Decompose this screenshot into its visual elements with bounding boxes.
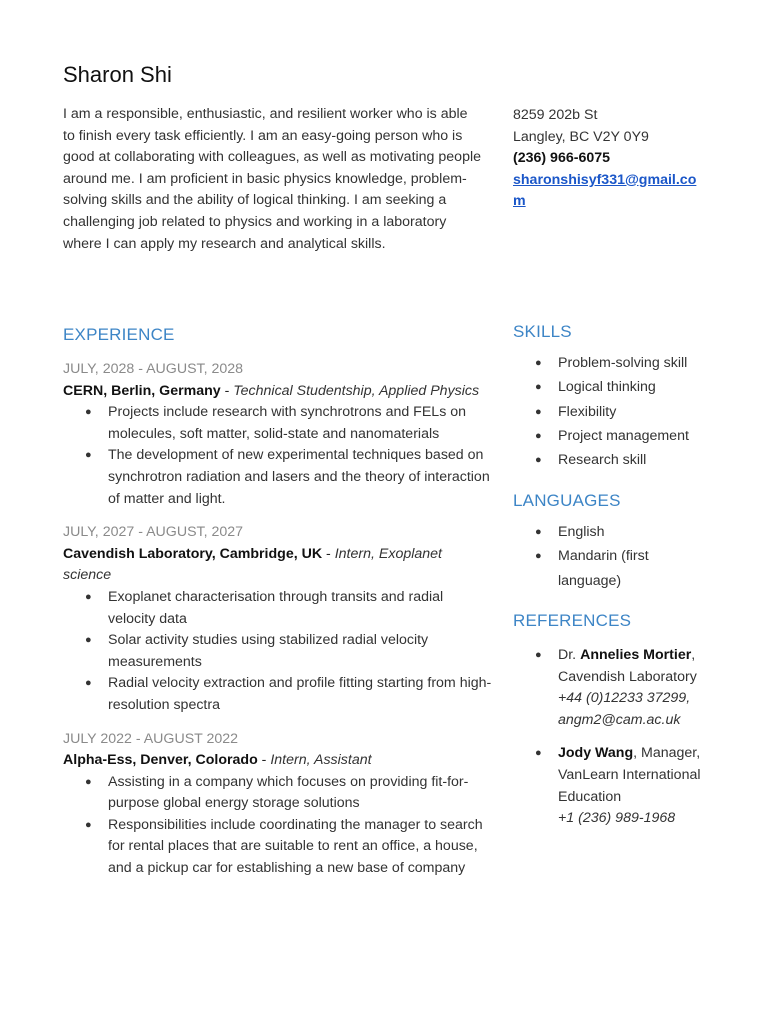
email-link[interactable]: sharonshisyf331@gmail.com bbox=[513, 171, 697, 210]
address-line-1: 8259 202b St bbox=[513, 107, 598, 123]
job-entry bbox=[63, 359, 493, 510]
job-separator: - bbox=[322, 545, 335, 562]
job-organization: Cavendish Laboratory, Cambridge, UK bbox=[63, 545, 323, 562]
job-bullet: ● Projects include research with synchrotrons and FELs on molecules, soft matter, solid-state and nanomaterials bbox=[63, 402, 493, 445]
references-list bbox=[513, 645, 713, 830]
job-bullet: ● The development of new experimental techniques based on synchrotron radiation and lasers and the theory of interaction of matter and light. bbox=[63, 445, 493, 510]
reference-item bbox=[513, 645, 713, 731]
reference-prefix: Dr. bbox=[558, 647, 581, 663]
reference-affiliation: , Manager, VanLearn International Education bbox=[558, 745, 701, 805]
skill-item: ● Research skill bbox=[513, 448, 713, 472]
language-item: ● English bbox=[513, 520, 713, 544]
job-bullet: ● Exoplanet characterisation through transits and radial velocity data bbox=[63, 587, 493, 630]
job-org-line bbox=[63, 750, 493, 772]
reference-contact: +1 (236) 989-1968 bbox=[558, 810, 676, 827]
skill-item: ● Flexibility bbox=[513, 400, 713, 424]
languages-list bbox=[513, 520, 713, 593]
reference-contact: +44 (0)12233 37299, angm2@cam.ac.uk bbox=[558, 690, 691, 728]
job-separator: - bbox=[220, 382, 234, 399]
job-org-line bbox=[63, 544, 493, 587]
job-role: Intern, Assistant bbox=[270, 752, 372, 769]
job-bullets bbox=[63, 772, 493, 880]
skill-item: ● Logical thinking bbox=[513, 375, 713, 399]
address-line-2: Langley, BC V2Y 0Y9 bbox=[513, 128, 649, 145]
job-organization: CERN, Berlin, Germany bbox=[63, 382, 221, 399]
languages-section bbox=[513, 491, 713, 593]
job-role: Intern, Exoplanet science bbox=[63, 545, 442, 584]
job-bullets bbox=[63, 402, 493, 510]
job-entry bbox=[63, 522, 493, 716]
job-bullet: ● Solar activity studies using stabilized radial velocity measurements bbox=[63, 630, 493, 673]
job-date: JULY 2022 - AUGUST 2022 bbox=[63, 730, 239, 747]
candidate-name: Sharon Shi bbox=[63, 62, 172, 87]
reference-name: Jody Wang bbox=[558, 745, 634, 762]
references-section bbox=[513, 611, 713, 830]
language-item: ● Mandarin (first language) bbox=[513, 544, 713, 593]
contact-block bbox=[513, 105, 703, 213]
profile-summary: I am a responsible, enthusiastic, and resilient worker who is able to finish every task efficiently. I am an easy-going person who is good at collaborating with colleagues, as well as motivating people around me. I am proficient in basic physics knowledge, problem-solving skills and the ability of logical thinking. I am seeking a challenging job related to physics and working in a laboratory where I can apply my research and analytical skills. bbox=[63, 106, 481, 252]
job-entry bbox=[63, 729, 493, 880]
job-org-line bbox=[63, 381, 493, 403]
job-bullets bbox=[63, 587, 493, 717]
phone-number: (236) 966-6075 bbox=[513, 150, 611, 167]
languages-heading: LANGUAGES bbox=[513, 491, 621, 510]
reference-name: Annelies Mortier bbox=[580, 647, 692, 663]
skills-section bbox=[513, 322, 713, 472]
skill-item: ● Problem-solving skill bbox=[513, 351, 713, 375]
job-date: JULY, 2027 - AUGUST, 2027 bbox=[63, 524, 244, 541]
skill-item: ● Project management bbox=[513, 424, 713, 448]
job-bullet: ● Radial velocity extraction and profile fitting starting from high-resolution spectra bbox=[63, 673, 493, 716]
job-organization: Alpha-Ess, Denver, Colorado bbox=[63, 752, 258, 769]
experience-heading: EXPERIENCE bbox=[63, 325, 175, 344]
references-heading: REFERENCES bbox=[513, 611, 632, 630]
skills-list bbox=[513, 351, 713, 472]
job-separator: - bbox=[257, 752, 271, 769]
job-bullet: ● Responsibilities include coordinating the manager to search for rental places that are suitable to rent an office, a house, and a pickup car for establishing a new base of company bbox=[63, 815, 493, 880]
skills-heading: SKILLS bbox=[513, 322, 572, 341]
job-bullet: ● Assisting in a company which focuses on providing fit-for-purpose global energy storage solutions bbox=[63, 772, 493, 815]
job-date: JULY, 2028 - AUGUST, 2028 bbox=[63, 361, 244, 377]
job-role: Technical Studentship, Applied Physics bbox=[233, 382, 480, 399]
reference-affiliation: , Cavendish Laboratory bbox=[558, 647, 697, 685]
experience-section bbox=[63, 325, 493, 880]
reference-item bbox=[513, 743, 713, 829]
